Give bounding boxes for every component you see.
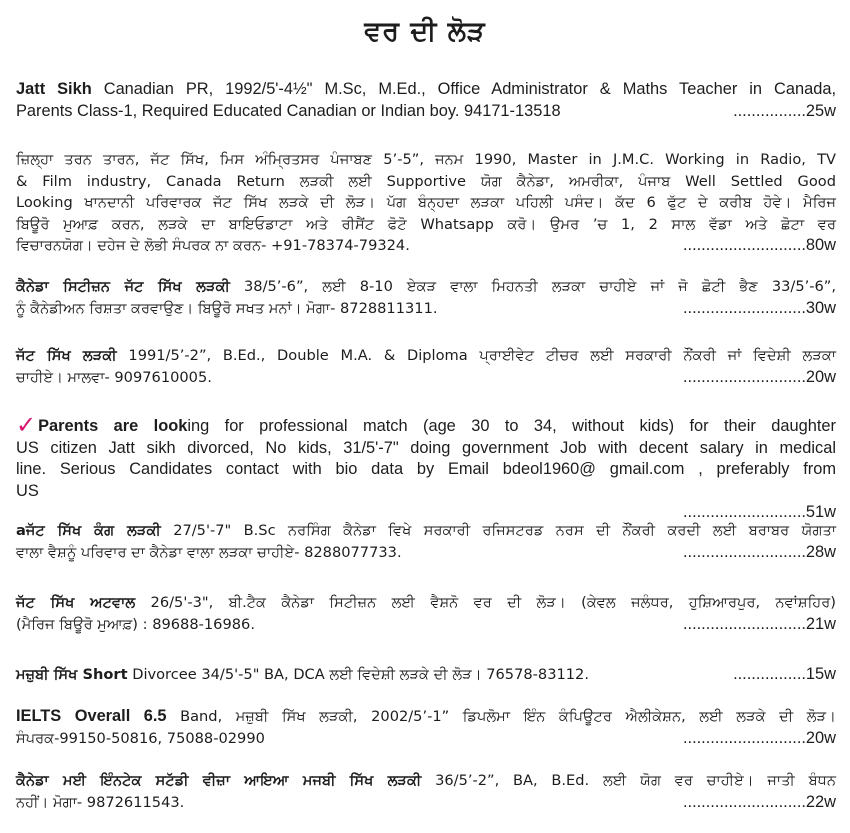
ad-line bbox=[16, 79, 836, 101]
ad-line bbox=[16, 214, 836, 236]
ad-body-text: Band, ਮਜ਼ੁਬੀ ਸਿੱਖ ਲੜਕੀ, 2002/5’-1” ਡਿਪਲੋਮਾ ਇੰਨ ਕੰਪਿਊਟਰ ਐਲੀਕੇਸ਼ਨ, ਲਈ ਲੜਕੇ ਦੀ ਲੋੜ। bbox=[166, 708, 836, 725]
ad-headline: ਜੱਟ ਸਿੱਖ ਲੜਕੀ bbox=[16, 347, 117, 364]
classified-ad bbox=[16, 345, 836, 388]
ad-line-text bbox=[16, 101, 561, 123]
ad-price: ...........................20w bbox=[682, 367, 836, 386]
ad-body-text: Parents Class-1, Required Educated Canadian or Indian boy. 94171-13518 bbox=[16, 101, 561, 120]
ad-line-text bbox=[16, 367, 212, 389]
ad-line bbox=[16, 235, 836, 257]
ad-body-text: US bbox=[16, 481, 39, 500]
page-title: ਵਰ ਦੀ ਲੋੜ bbox=[364, 16, 486, 47]
ad-price: ................25w bbox=[733, 101, 836, 120]
ad-headline: ਮਜ਼ੁਬੀ ਸਿੱਖ Short bbox=[16, 666, 128, 683]
classified-ad bbox=[16, 79, 836, 122]
ad-headline: Parents are look bbox=[38, 417, 188, 435]
classified-ad bbox=[16, 520, 836, 563]
ad-body-text: ਬਿਊਰੋ ਮੁਆਫ਼ ਕਰਨ, ਲੜਕੇ ਦਾ ਬਾਇਓਡਾਟਾ ਅਤੇ ਰੀਸੈਂਟ ਫੋਟੋ Whatsapp ਕਰੋ। ਉਮਰ ’ਚ 1, 2 ਸਾਲ ਵੱਡਾ ਅਤੇ ਛੋਟਾ ਵਰ bbox=[16, 215, 836, 233]
ad-line bbox=[16, 345, 836, 367]
ad-line bbox=[16, 438, 836, 460]
ad-headline: ਜੱਟ ਸਿੱਖ ਅਟਵਾਲ bbox=[16, 594, 136, 611]
ad-headline: Jatt Sikh bbox=[16, 80, 92, 98]
classified-ad bbox=[16, 276, 836, 319]
ad-line-text bbox=[16, 593, 836, 611]
ad-headline: ਕੈਨੇਡਾ ਮਈ ਇੰਨਟੇਕ ਸਟੱਡੀ ਵੀਜ਼ਾ ਆਇਆ ਮਜਬੀ ਸਿੱਖ ਲੜਕੀ bbox=[16, 772, 422, 789]
ad-price: ................15w bbox=[733, 665, 836, 683]
ad-line bbox=[16, 412, 836, 439]
classified-ad bbox=[16, 592, 836, 635]
ad-body-text: line. Serious Candidates contact with bio data by Email bdeol1960@ gmail.com , preferably from bbox=[16, 460, 836, 478]
ad-line bbox=[16, 192, 836, 214]
ad-body-text: US citizen Jatt sikh divorced, No kids, 31/5'-7" doing government Job with decent salary in medical bbox=[16, 438, 836, 457]
ad-line bbox=[16, 298, 836, 320]
ad-body-text: 38/5’-6”, ਲਈ 8-10 ਏਕੜ ਵਾਲਾ ਮਿਹਨਤੀ ਲੜਕਾ ਚਾਹੀਏ ਜਾਂ ਜੋ ਛੋਟੀ ਭੈਣ 33/5’-6”, bbox=[229, 278, 837, 295]
ad-line-text bbox=[16, 792, 184, 814]
classified-ad bbox=[16, 149, 836, 257]
ad-line-text bbox=[16, 235, 410, 257]
ad-body-text: Looking ਖਾਨਦਾਨੀ ਪਰਿਵਾਰਕ ਜੱਟ ਸਿੱਖ ਲੜਕੇ ਦੀ ਲੋੜ। ਪੱਗ ਬੰਨ੍ਹਦਾ ਲੜਕਾ ਪਹਿਲੀ ਪਸੰਦ। ਕੱਦ 6 ਫੁੱਟ ਦੇ ਕਰੀਬ ਹੋਵੇ। ਮੈਰਿਜ bbox=[16, 194, 836, 211]
ad-headline: aਜੱਟ ਸਿੱਖ ਕੰਗ ਲੜਕੀ bbox=[16, 522, 161, 539]
ad-body-text: 36/5’-2”, BA, B.Ed. ਲਈ ਯੋਗ ਵਰ ਚਾਹੀਏ। ਜਾਤੀ ਬੰਧਨ bbox=[421, 772, 836, 789]
ad-line-text bbox=[16, 542, 402, 564]
ad-line-text bbox=[16, 482, 39, 500]
ad-line bbox=[16, 367, 836, 389]
ad-line-text bbox=[16, 150, 836, 168]
ad-body-text: ਚਾਹੀਏ। ਮਾਲਵਾ- 9097610005. bbox=[16, 368, 212, 386]
ad-body-text: ਸੰਪਰਕ-99150-50816, 75088-02990 bbox=[16, 729, 265, 747]
ad-line-text bbox=[16, 614, 255, 636]
classified-ad bbox=[16, 706, 836, 749]
ad-line bbox=[16, 149, 836, 171]
ad-line-text bbox=[16, 439, 836, 457]
ad-body-text: Canadian PR, 1992/5'-4½" M.Sc, M.Ed., Office Administrator & Maths Teacher in Canada, bbox=[91, 80, 836, 98]
ad-line-text bbox=[16, 728, 265, 750]
ad-body-text: & Film industry, Canada Return ਲੜਕੀ ਲਈ Supportive ਯੋਗ ਕੈਨੇਡਾ, ਅਮਰੀਕਾ, ਪੰਜਾਬ Well Settled Good bbox=[16, 172, 836, 190]
ad-price: ...........................28w bbox=[682, 542, 836, 561]
ad-body-text: ਨਹੀਂ। ਮੋਗਾ- 9872611543. bbox=[16, 793, 185, 811]
ad-line-text bbox=[16, 771, 836, 789]
ad-body-text: ਵਿਚਾਰਨਯੋਗ। ਦਹੇਜ ਦੇ ਲੋਭੀ ਸੰਪਰਕ ਨਾ ਕਰਨ- +91-78374-79324. bbox=[16, 237, 410, 254]
ad-line bbox=[16, 728, 836, 750]
ad-line bbox=[16, 520, 836, 542]
ad-body-text: 26/5'-3", ਬੀ.ਟੈਕ ਕੈਨੇਡਾ ਸਿਟੀਜ਼ਨ ਲਈ ਵੈਸ਼ਨੋ ਵਰ ਦੀ ਲੋੜ। (ਕੇਵਲ ਜਲੰਧਰ, ਹੁਸ਼ਿਆਰਪੁਰ, ਨਵਾਂਸ਼ਹਿਰ) bbox=[135, 594, 836, 611]
ad-line-text bbox=[16, 521, 836, 539]
ad-line-text bbox=[16, 215, 836, 233]
ad-line bbox=[16, 770, 836, 792]
ad-price: ...........................21w bbox=[682, 614, 836, 633]
ad-body-text: 27/5'-7" B.Sc ਨਰਸਿੰਗ ਕੈਨੇਡਾ ਵਿਖੇ ਸਰਕਾਰੀ ਰਜਿਸਟਰਡ ਨਰਸ ਦੀ ਨੌਂਕਰੀ ਕਰਦੀ ਲਈ ਬਰਾਬਰ ਯੋਗਤਾ bbox=[160, 522, 836, 539]
ad-line-text bbox=[16, 664, 589, 686]
ad-line bbox=[16, 481, 836, 503]
ad-line bbox=[16, 101, 836, 123]
ad-line bbox=[16, 706, 836, 728]
ad-line-text bbox=[16, 298, 438, 320]
ad-body-text: (ਮੈਰਿਜ ਬਿਊਰੋ ਮੁਆਫ਼) : 89688-16986. bbox=[16, 615, 255, 633]
ad-body-text: 1991/5’-2”, B.Ed., Double M.A. & Diploma ਪ੍ਰਾਈਵੇਟ ਟੀਚਰ ਲਈ ਸਰਕਾਰੀ ਨੌਂਕਰੀ ਜਾਂ ਵਿਦੇਸ਼ੀ ਲੜਕਾ bbox=[116, 347, 836, 364]
classified-ad bbox=[16, 770, 836, 813]
ad-headline: IELTS Overall 6.5 bbox=[16, 707, 167, 725]
ad-line-text bbox=[16, 412, 836, 439]
ad-line bbox=[16, 592, 836, 614]
ad-line bbox=[16, 276, 836, 298]
ad-price: ...........................51w bbox=[682, 503, 836, 521]
ad-body-text: ਵਾਲਾ ਵੈਸ਼ਨੂੰ ਪਰਿਵਾਰ ਦਾ ਕੈਨੇਡਾ ਵਾਲਾ ਲੜਕਾ ਚਾਹੀਏ- 8288077733. bbox=[16, 543, 402, 561]
ad-price: ...........................80w bbox=[682, 236, 836, 254]
ad-line-text bbox=[16, 80, 836, 98]
checkmark-icon: ✓ bbox=[16, 412, 37, 439]
ad-line-text bbox=[16, 346, 836, 364]
ad-line bbox=[16, 171, 836, 193]
ad-line bbox=[16, 542, 836, 564]
ad-body-text: ਜ਼ਿਲ੍ਹਾ ਤਰਨ ਤਾਰਨ, ਜੱਟ ਸਿੱਖ, ਮਿਸ ਅੰਮ੍ਰਿਤਸਰ ਪੰਜਾਬਣ 5’-5”, ਜਨਮ 1990, Master in J.M.C. Working in Radio, TV bbox=[16, 151, 836, 168]
ad-headline: ਕੈਨੇਡਾ ਸਿਟੀਜ਼ਨ ਜੱਟ ਸਿੱਖ ਲੜਕੀ bbox=[16, 278, 230, 295]
classified-ad bbox=[16, 412, 836, 524]
ad-price: ...........................20w bbox=[682, 728, 836, 747]
ad-line-text bbox=[16, 460, 836, 478]
ad-line bbox=[16, 664, 836, 686]
ad-line bbox=[16, 792, 836, 814]
ad-line bbox=[16, 459, 836, 481]
ad-line-text bbox=[16, 277, 836, 295]
ad-price: ...........................22w bbox=[682, 792, 836, 811]
ad-line-text bbox=[16, 707, 836, 725]
ad-body-text: ਨੂੰ ਕੈਨੇਡੀਅਨ ਰਿਸ਼ਤਾ ਕਰਵਾਉਣ। ਬਿਊਰੋ ਸਖਤ ਮਨਾਂ। ਮੋਗਾ- 8728811311. bbox=[16, 299, 438, 317]
ad-body-text: Divorcee 34/5'-5" BA, DCA ਲਈ ਵਿਦੇਸ਼ੀ ਲੜਕੇ ਦੀ ਲੋੜ। 76578-83112. bbox=[127, 666, 589, 683]
ad-line bbox=[16, 614, 836, 636]
ad-body-text: ing for professional match (age 30 to 34, without kids) for their daughter bbox=[187, 417, 836, 435]
ad-line-text bbox=[16, 193, 836, 211]
ad-line-text bbox=[16, 172, 836, 190]
classified-ad bbox=[16, 664, 836, 686]
ad-price: ...........................30w bbox=[682, 298, 836, 317]
